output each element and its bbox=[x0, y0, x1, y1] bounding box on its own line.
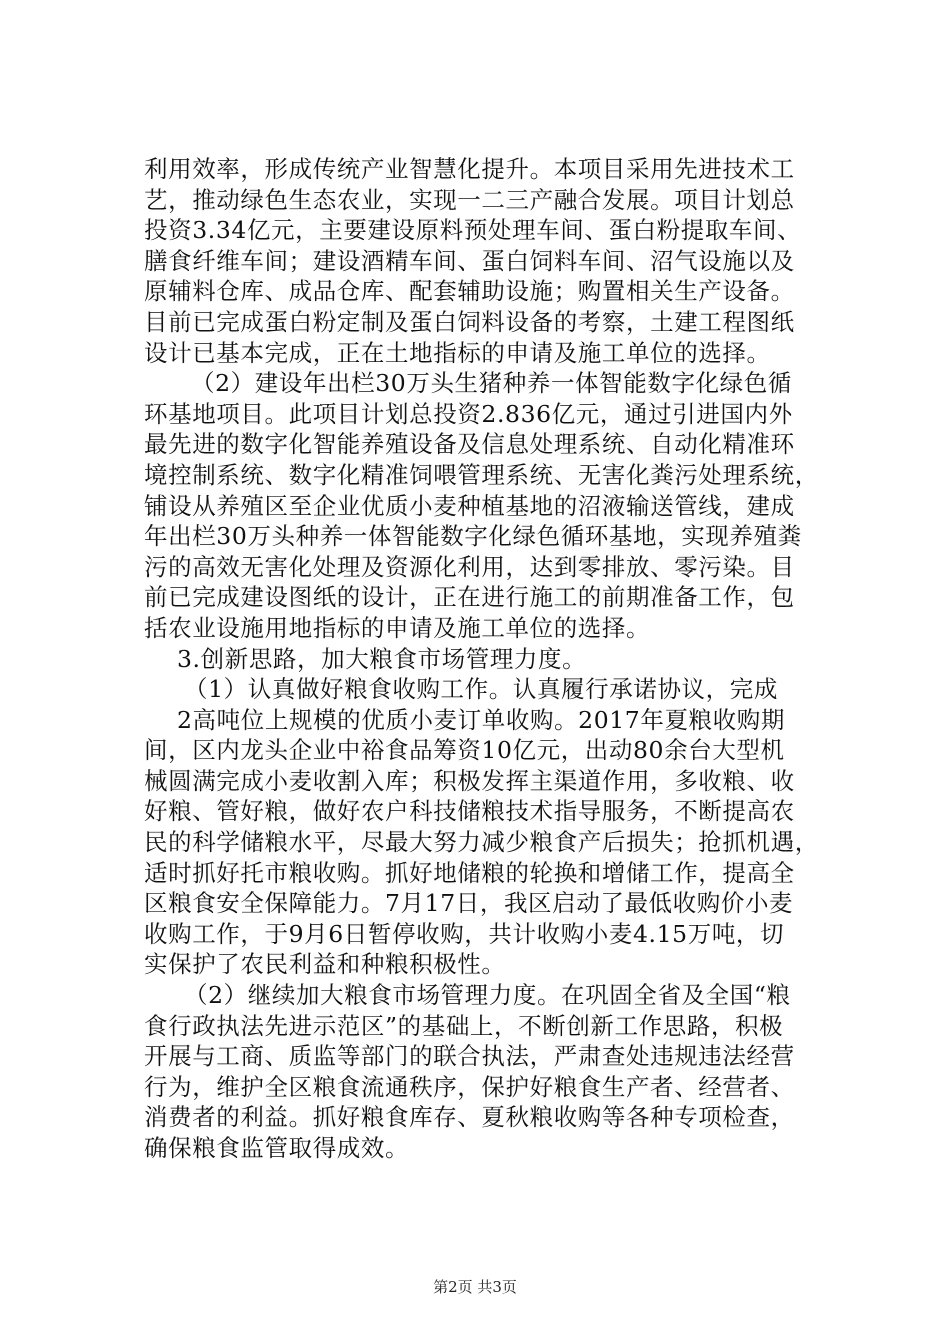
text-line: 实保护了农民利益和种粮积极性。 bbox=[144, 950, 506, 979]
text-line: 2高吨位上规模的优质小麦订单收购。2017年夏粮收购期 bbox=[177, 705, 785, 734]
section-heading: 3.创新思路，加大粮食市场管理力度。 bbox=[177, 644, 587, 673]
text-line: 前已完成建设图纸的设计，正在进行施工的前期准备工作，包 bbox=[144, 583, 795, 612]
text-line: 艺，推动绿色生态农业，实现一二三产融合发展。项目计划总 bbox=[144, 185, 795, 214]
text-line: 好粮、管好粮，做好农户科技储粮技术指导服务，不断提高农 bbox=[144, 797, 795, 826]
text-line: 确保粮食监管取得成效。 bbox=[144, 1134, 410, 1162]
text-line: 行为，维护全区粮食流通秩序，保护好粮食生产者、经营者、 bbox=[144, 1072, 795, 1101]
page-footer bbox=[0, 1276, 950, 1297]
text-line: （1）认真做好粮食收购工作。认真履行承诺协议，完成 bbox=[184, 675, 778, 704]
text-line: 民的科学储粮水平，尽最大努力减少粮食产后损失；抢抓机遇， bbox=[144, 828, 819, 857]
text-line: 间，区内龙头企业中裕食品筹资10亿元，出动80余台大型机 bbox=[144, 736, 785, 765]
text-line: 消费者的利益。抓好粮食库存、夏秋粮收购等各种专项检查， bbox=[144, 1103, 795, 1132]
text-line: 年出栏30万头种养一体智能数字化绿色循环基地，实现养殖粪 bbox=[144, 522, 802, 551]
text-line: 适时抓好托市粮收购。抓好地储粮的轮换和增储工作，提高全 bbox=[144, 858, 795, 887]
page-number-label: 第2页 共3页 bbox=[433, 1278, 517, 1296]
text-line: 环基地项目。此项目计划总投资2.836亿元，通过引进国内外 bbox=[144, 399, 793, 428]
text-line: 最先进的数字化智能养殖设备及信息处理系统、自动化精准环 bbox=[144, 430, 795, 459]
text-line: 投资3.34亿元，主要建设原料预处理车间、蛋白粉提取车间、 bbox=[144, 216, 802, 245]
text-line: 收购工作，于9月6日暂停收购，共计收购小麦4.15万吨，切 bbox=[144, 919, 785, 948]
text-line: 开展与工商、质监等部门的联合执法，严肃查处违规违法经营 bbox=[144, 1042, 795, 1071]
text-line: 铺设从养殖区至企业优质小麦种植基地的沼液输送管线，建成 bbox=[144, 491, 795, 520]
text-line: 原辅料仓库、成品仓库、配套辅助设施；购置相关生产设备。 bbox=[144, 277, 795, 306]
document-body bbox=[144, 154, 834, 1164]
text-line: 目前已完成蛋白粉定制及蛋白饲料设备的考察，土建工程图纸 bbox=[144, 307, 795, 336]
text-line: 膳食纤维车间；建设酒精车间、蛋白饲料车间、沼气设施以及 bbox=[144, 246, 795, 275]
text-line: 利用效率，形成传统产业智慧化提升。本项目采用先进技术工 bbox=[144, 155, 795, 183]
text-line: 设计已基本完成，正在土地指标的申请及施工单位的选择。 bbox=[144, 338, 771, 367]
text-line: 污的高效无害化处理及资源化利用，达到零排放、零污染。目 bbox=[144, 552, 795, 581]
text-line: 境控制系统、数字化精准饲喂管理系统、无害化粪污处理系统， bbox=[144, 460, 819, 489]
text-line: 食行政执法先进示范区”的基础上，不断创新工作思路，积极 bbox=[144, 1011, 784, 1040]
text-line: 区粮食安全保障能力。7月17日，我区启动了最低收购价小麦 bbox=[144, 889, 794, 918]
text-line: （2）继续加大粮食市场管理力度。在巩固全省及全国“粮 bbox=[184, 981, 791, 1010]
text-line: 括农业设施用地指标的申请及施工单位的选择。 bbox=[144, 613, 651, 642]
text-line: （2）建设年出栏30万头生猪种养一体智能数字化绿色循 bbox=[191, 369, 792, 398]
text-line: 械圆满完成小麦收割入库；积极发挥主渠道作用，多收粮、收 bbox=[144, 766, 795, 795]
